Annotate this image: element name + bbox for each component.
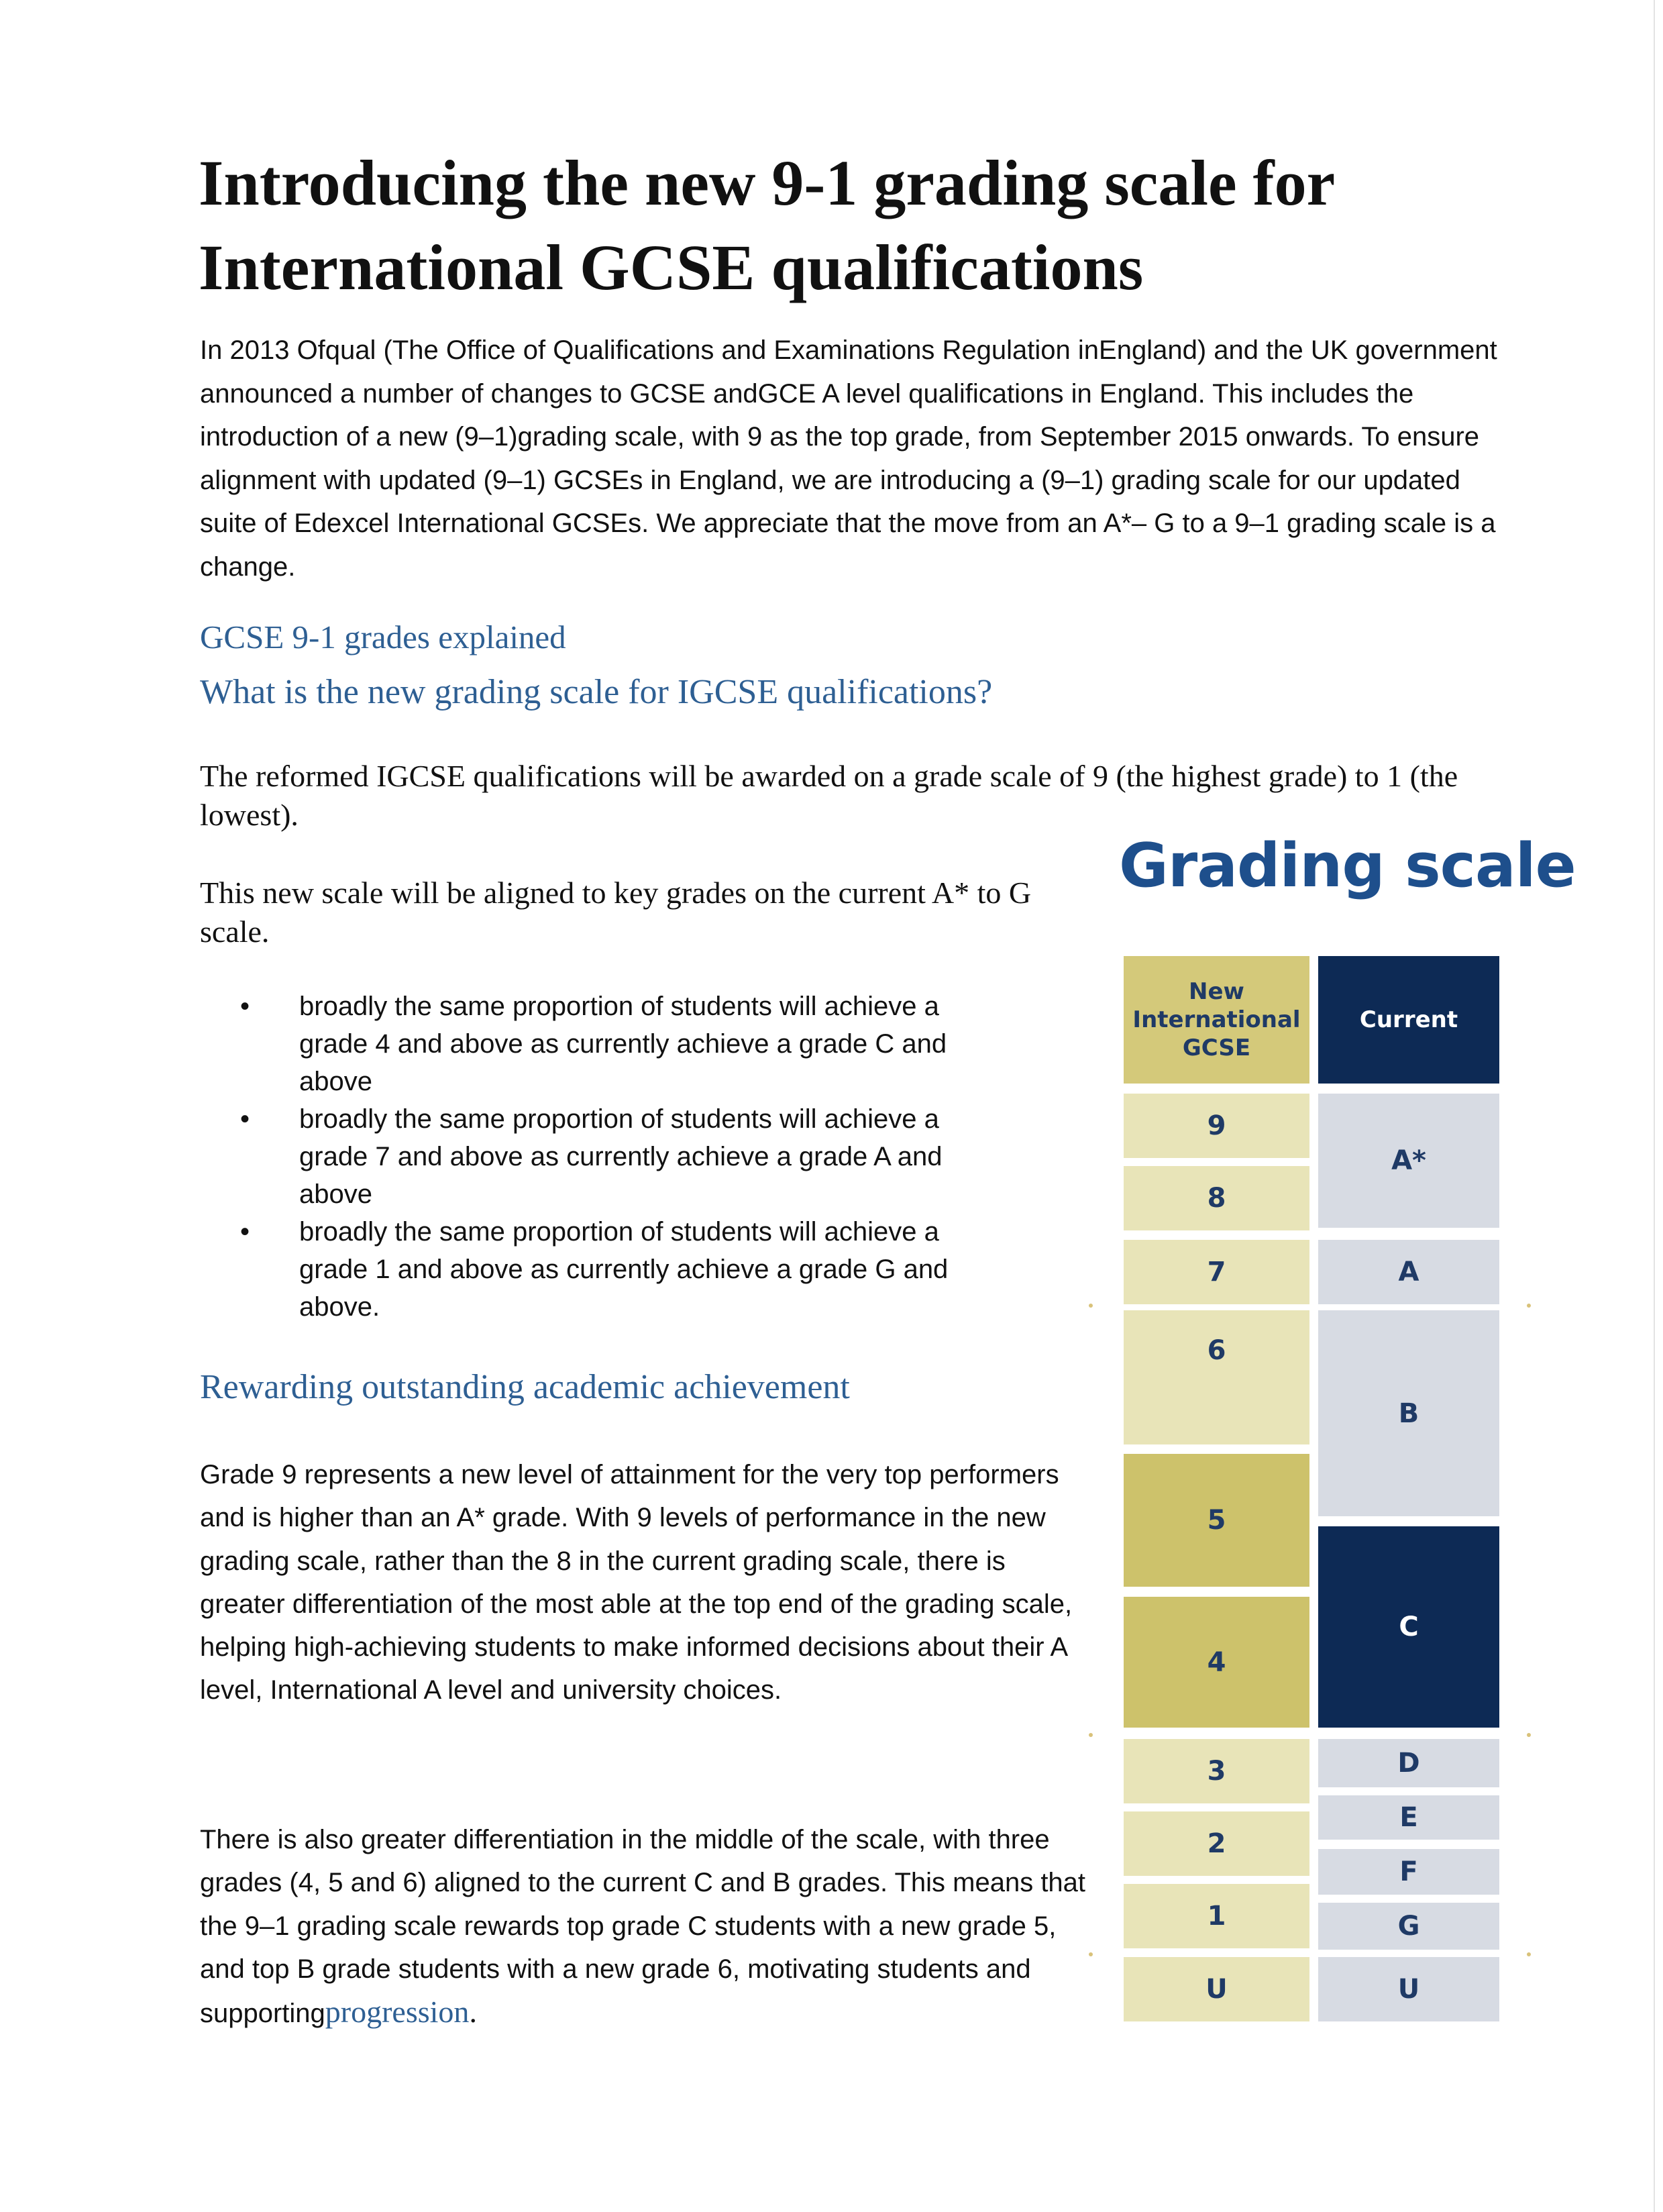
reformed-paragraph: The reformed IGCSE qualifications will be awarded on a grade scale of 9 (the highest grade) to 1 (the lowest). — [200, 759, 1458, 832]
current-header-label: Current — [1359, 1006, 1458, 1033]
new-grade-6: 6 — [1124, 1310, 1309, 1444]
new-grade-3: 3 — [1124, 1739, 1309, 1803]
new-header-line-1: New — [1189, 978, 1244, 1005]
heading-new-grading-scale: What is the new grading scale for IGCSE qualifications? — [200, 673, 993, 711]
grading-scale-title: Grading scale — [1119, 831, 1576, 901]
new-grade-1: 1 — [1124, 1884, 1309, 1948]
bullet-grade-7: • broadly the same proportion of students will achieve a grade 7 and above as currently achieve a grade A and above — [199, 1100, 1004, 1213]
new-header-line-2: International — [1132, 1006, 1301, 1033]
middle-differentiation-paragraph — [200, 1818, 1099, 2035]
new-grade-7: 7 — [1124, 1240, 1309, 1304]
heading-grades-explained: GCSE 9-1 grades explained — [200, 619, 566, 655]
progression-period: . — [469, 1995, 477, 2030]
bullet-grade-1: • broadly the same proportion of students will achieve a grade 1 and above as currently achieve a grade G and above. — [199, 1213, 1004, 1326]
alignment-marker-right-1 — [1527, 1952, 1531, 1956]
alignment-marker-left-7 — [1089, 1304, 1093, 1308]
current-grade-u: U — [1318, 1957, 1499, 2021]
current-grade-d: D — [1318, 1739, 1499, 1787]
intro-paragraph: In 2013 Ofqual (The Office of Qualifications and Examinations Regulation inEngland) and the UK government announced a number of changes to GCSE andGCE A level qualifications in England. This includes the introduction of a new (9–1)grading scale, with 9 as the top grade, from September 2015 onwards. To ensure alignment with updated (9–1) GCSEs in England, we are introducing a (9–1) grading scale for our updated suite of Edexcel International GCSEs. We appreciate that the move from an A*– G to a 9–1 grading scale is a change. — [200, 335, 1497, 582]
page-title: Introducing the new 9-1 grading scale for International GCSE qualifications — [199, 147, 1334, 303]
new-grade-5: 5 — [1124, 1454, 1309, 1587]
aligned-paragraph: This new scale will be aligned to key grades on the current A* to G scale. — [200, 876, 1032, 949]
current-grade-e: E — [1318, 1795, 1499, 1840]
bullet-grade-4: • broadly the same proportion of students will achieve a grade 4 and above as currently achieve a grade C and above — [199, 988, 1004, 1100]
page-edge-rule — [1654, 0, 1655, 2212]
heading-rewarding-achievement: Rewarding outstanding academic achievement — [200, 1368, 850, 1406]
alignment-marker-left-4 — [1089, 1733, 1093, 1737]
new-grade-2: 2 — [1124, 1811, 1309, 1876]
alignment-marker-right-7 — [1527, 1304, 1531, 1308]
new-header-line-3: GCSE — [1182, 1035, 1251, 1061]
alignment-marker-left-1 — [1089, 1952, 1093, 1956]
new-igcse-header — [1124, 956, 1309, 1084]
current-grade-a-star: A* — [1318, 1094, 1499, 1228]
new-grade-4: 4 — [1124, 1597, 1309, 1728]
new-grade-9: 9 — [1124, 1094, 1309, 1158]
progression-word: progression — [325, 1995, 470, 2030]
current-grade-f: F — [1318, 1849, 1499, 1895]
grade-9-paragraph: Grade 9 represents a new level of attainment for the very top performers and is higher than an A* grade. With 9 levels of performance in the new grading scale, rather than the 8 in the current grading scale, there is greater differentiation of the most able at the top end of the grading scale, helping high-achieving students to make informed decisions about their A level, International A level and university choices. — [200, 1460, 1073, 1705]
current-grade-g: G — [1318, 1903, 1499, 1950]
current-grade-c: C — [1318, 1526, 1499, 1728]
middle-paragraph-text: There is also greater differentiation in the middle of the scale, with three grades (4, 5 and 6) aligned to the current C and B grades. This means that the 9–1 grading scale rewards top grade C students with a new grade 5, and top B grade students with a new grade 6, motivating students and supporting — [200, 1825, 1086, 2029]
new-grade-8: 8 — [1124, 1166, 1309, 1230]
new-grade-u: U — [1124, 1957, 1309, 2021]
current-grade-b: B — [1318, 1310, 1499, 1516]
current-header — [1318, 956, 1499, 1084]
alignment-marker-right-4 — [1527, 1733, 1531, 1737]
current-grade-a: A — [1318, 1240, 1499, 1304]
alignment-bullet-list — [199, 988, 1004, 1326]
